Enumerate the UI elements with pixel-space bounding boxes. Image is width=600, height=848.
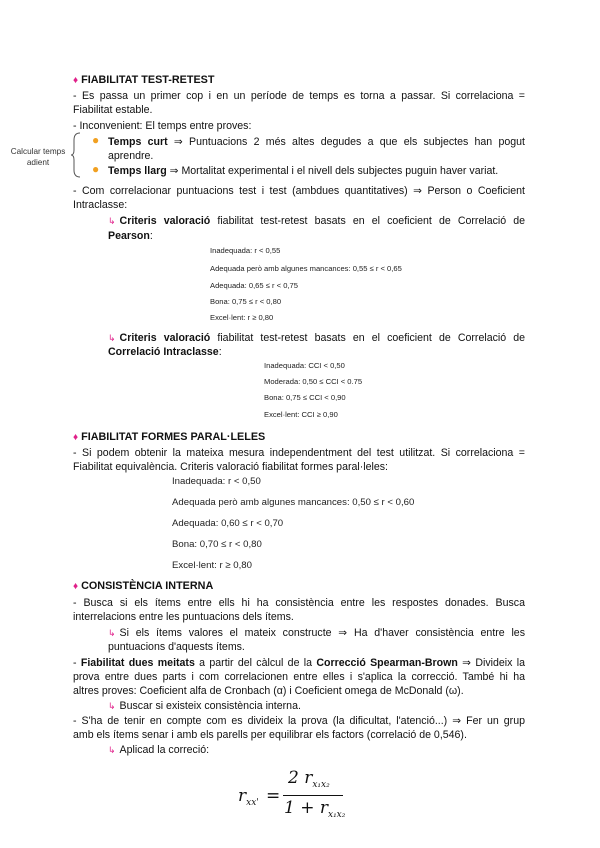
sub-item-cont: Correlació Intraclasse: (108, 346, 222, 358)
formula-lhs: $r_{xx'}$ (238, 786, 259, 808)
criteria-line: Inadequada: r < 0,50 (172, 476, 261, 487)
bullet-icon: ● (92, 162, 100, 176)
paragraph: - Fiabilitat dues meitats a partir del càlcul de la Correcció Spearman-Brown ⇒ Divideix la (73, 657, 525, 669)
criteria-line: Bona: 0,70 ≤ r < 0,80 (172, 539, 262, 550)
hook-arrow-icon: ↳ (108, 745, 116, 755)
section-title-test-retest: ♦ FIABILITAT TEST-RETEST (73, 74, 215, 86)
paragraph: - Inconvenient: El temps entre proves: (73, 120, 252, 132)
criteria-line: Adequada: 0,60 ≤ r < 0,70 (172, 518, 284, 529)
paragraph: amb els ítems senar i amb els parells per equilibrar els factors (correlació de 0,546). (73, 729, 467, 741)
sub-item: ↳ Criteris valoració fiabilitat test-retest basats en el coeficient de Correlació de (108, 215, 526, 227)
sub-item-cont: Pearson: (108, 230, 153, 242)
fraction-bar (283, 795, 343, 796)
criteria-line: Excel·lent: r ≥ 0,80 (172, 560, 252, 571)
diamond-bullet-icon: ♦ (73, 581, 79, 592)
list-item: Temps curt ⇒ Puntuacions 2 més altes degudes a que els subjectes han pogut (108, 136, 525, 148)
criteria-line: Excel·lent: r ≥ 0,80 (210, 313, 274, 322)
list-item: Temps llarg ⇒ Mortalitat experimental i el nivell dels subjectes puguin haver variat. (108, 165, 499, 177)
paragraph: - S'ha de tenir en compte com es divideix la prova (la dificultat, l'atenció...) ⇒ Fer un grup (73, 715, 525, 727)
paragraph: Fiabilitat estable. (73, 104, 153, 116)
criteria-line: Adequada però amb algunes mancances: 0,50 ≤ r < 0,60 (172, 497, 415, 508)
hook-arrow-icon: ↳ (108, 333, 116, 343)
criteria-line: Moderada: 0,50 ≤ CCI < 0.75 (264, 377, 363, 386)
list-item-cont: aprendre. (108, 150, 154, 162)
section-title-formes-paralleles: ♦ FIABILITAT FORMES PARAL·LELES (73, 431, 266, 443)
paragraph: - Es passa un primer cop i en un període de temps es torna a passar. Si correlaciona = (73, 90, 525, 102)
spearman-brown-formula (238, 770, 348, 826)
criteria-line: Inadequada: CCI < 0,50 (264, 361, 345, 370)
paragraph: Intraclasse: (73, 199, 128, 211)
paragraph: Fiabilitat equivalència. Criteris valoració fiabilitat formes paral·leles: (73, 461, 388, 473)
paragraph: - Si podem obtenir la mateixa mesura independentment del test utilitzat. Si correlaciona = (73, 447, 525, 459)
sub-item: ↳ Buscar si existeix consistència interna. (108, 700, 301, 712)
paragraph: interrelacions entre les puntuacions dels ítems. (73, 611, 294, 623)
criteria-line: Adequada però amb algunes mancances: 0,55 ≤ r < 0,65 (210, 264, 402, 273)
formula-denominator: $1 + r_{x_1x_2}$ (284, 798, 346, 820)
sub-item: ↳ Aplicad la correció: (108, 744, 210, 756)
criteria-line: Inadequada: r < 0,55 (210, 246, 281, 255)
diamond-bullet-icon: ♦ (73, 75, 79, 86)
sub-item-cont: puntuacions d'aquests ítems. (108, 641, 245, 653)
diamond-bullet-icon: ♦ (73, 432, 79, 443)
sub-item: ↳ Criteris valoració fiabilitat test-retest basats en el coeficient de Correlació de (108, 332, 526, 344)
section-title-consistencia: ♦ CONSISTÈNCIA INTERNA (73, 580, 214, 592)
hook-arrow-icon: ↳ (108, 628, 116, 638)
criteria-line: Excel·lent: CCI ≥ 0,90 (264, 410, 338, 419)
brace-icon (70, 132, 82, 178)
criteria-line: Bona: 0,75 ≤ r < 0,80 (210, 297, 282, 306)
criteria-line: Bona: 0,75 ≤ CCI < 0,90 (264, 393, 346, 402)
paragraph: - Busca si els ítems entre ells hi ha consistència entre les respostes donades. Busca (73, 597, 525, 609)
bullet-icon: ● (92, 133, 100, 147)
formula-equals: = (266, 786, 281, 806)
margin-note: Calcular temps adient (10, 147, 66, 167)
paragraph: altres proves: Coeficient alfa de Cronbach (α) i Coeficient omega de McDonald (ω). (73, 685, 464, 697)
criteria-line: Adequada: 0,65 ≤ r < 0,75 (210, 281, 298, 290)
paragraph: - Com correlacionar puntuacions test i test (ambdues quantitatives) ⇒ Person o Coeficient (73, 185, 525, 197)
hook-arrow-icon: ↳ (108, 701, 116, 711)
formula-numerator: 2 $r_{x_1x_2}$ (288, 768, 330, 790)
paragraph: prova entre dues parts i com correlacionen entre elles i s'aplica la correcció. També hi ha (73, 671, 525, 683)
hook-arrow-icon: ↳ (108, 216, 116, 226)
sub-item: ↳ Si els ítems valores el mateix constructe ⇒ Ha d'haver consistència entre les (108, 627, 525, 639)
